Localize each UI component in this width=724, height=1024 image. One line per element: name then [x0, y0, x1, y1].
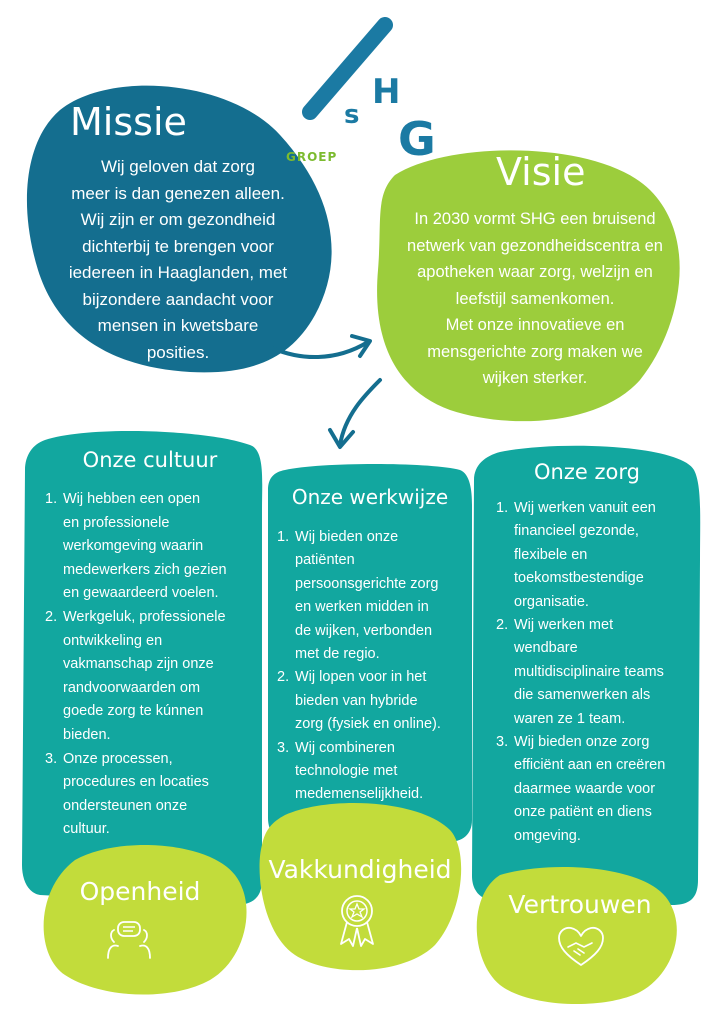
missie-line: Wij geloven dat zorg — [100, 157, 256, 176]
item-line: Werkgeluk, professionele — [63, 608, 226, 625]
item-line: Wij hebben een open — [63, 491, 201, 507]
visie-title: Visie — [496, 150, 586, 194]
item-line: financieel gezonde, — [514, 523, 639, 540]
item-line: Wij combineren — [295, 739, 395, 756]
item-line: Onze processen, — [63, 750, 173, 767]
visie-line: In 2030 vormt SHG een bruisend — [414, 210, 656, 228]
logo-letter-h: H — [372, 72, 401, 112]
item-line: onze patiënt en diens — [514, 804, 652, 821]
item-number: 2. — [45, 608, 58, 625]
item-line: en gewaardeerd voelen. — [63, 585, 219, 602]
item-number: 2. — [496, 617, 509, 634]
visie-line: mensgerichte zorg maken we — [427, 342, 643, 361]
item-line: werkomgeving waarin — [63, 538, 204, 555]
item-line: toekomstbestendige — [514, 570, 644, 587]
item-line: medemenselijkheid. — [295, 786, 424, 803]
item-line: technologie met — [295, 763, 398, 780]
value-vakkundigheid: Vakkundigheid — [268, 855, 452, 884]
visie-text — [385, 206, 685, 392]
zorg-item-1 — [496, 497, 696, 614]
logo-groep: GROEP — [286, 150, 338, 164]
item-line: procedures en locaties — [63, 774, 209, 791]
item-number: 3. — [277, 739, 290, 756]
item-number: 3. — [496, 734, 509, 751]
cultuur-item-1 — [45, 488, 260, 606]
missie-line: meer is dan genezen alleen. — [71, 183, 285, 203]
werkwijze-list — [277, 526, 472, 807]
item-line: waren ze 1 team. — [514, 710, 626, 727]
chat-people-icon — [104, 914, 154, 960]
item-line: bieden. — [63, 726, 111, 743]
item-number: 1. — [277, 529, 290, 545]
item-number: 2. — [277, 669, 290, 686]
item-line: met de regio. — [295, 646, 380, 663]
cultuur-item-3 — [45, 748, 260, 842]
item-line: de wijken, verbonden — [295, 622, 433, 639]
cultuur-list — [45, 488, 260, 842]
item-line: randvoorwaarden om — [63, 679, 201, 696]
item-line: die samenwerken als — [514, 687, 651, 704]
visie-line: netwerk van gezondheidscentra en — [407, 236, 663, 255]
cultuur-item-2 — [45, 606, 260, 748]
item-number: 3. — [45, 750, 58, 767]
werkwijze-item-2 — [277, 666, 472, 736]
item-number: 1. — [45, 491, 58, 507]
item-line: ondersteunen onze — [63, 797, 188, 814]
value-openheid: Openheid — [79, 877, 201, 906]
item-line: patiënten — [295, 552, 355, 569]
item-line: cultuur. — [63, 821, 110, 838]
item-line: goede zorg te kúnnen — [63, 703, 204, 720]
werkwijze-item-1 — [277, 526, 472, 666]
item-line: wendbare — [514, 640, 578, 657]
item-line: persoonsgerichte zorg — [295, 575, 439, 592]
item-line: efficiënt aan en creëren — [514, 757, 666, 774]
item-line: Wij lopen voor in het — [295, 669, 427, 686]
missie-line: Wij zijn er om gezondheid — [80, 210, 276, 229]
visie-line: wijken sterker. — [482, 369, 588, 387]
item-line: vakmanschap zijn onze — [63, 656, 214, 673]
missie-title: Missie — [70, 100, 187, 144]
missie-line: iedereen in Haaglanden, met — [68, 263, 288, 282]
missie-line: mensen in kwetsbare — [97, 316, 259, 335]
heart-handshake-icon — [556, 925, 606, 969]
logo-letter-g: G — [398, 112, 436, 166]
missie-line: bijzondere aandacht voor — [82, 289, 274, 309]
item-line: Wij bieden onze — [295, 529, 399, 545]
item-line: flexibele en — [514, 546, 588, 563]
missie-text — [28, 154, 328, 366]
zorg-title: Onze zorg — [534, 460, 640, 484]
zorg-item-3 — [496, 731, 696, 848]
item-line: daarmee waarde voor — [514, 780, 656, 797]
logo-letter-s: s — [344, 100, 360, 130]
value-vertrouwen: Vertrouwen — [508, 890, 652, 919]
item-line: ontwikkeling en — [63, 632, 163, 649]
visie-line: apotheken waar zorg, welzijn en — [417, 263, 653, 281]
item-number: 1. — [496, 500, 509, 516]
visie-line: leefstijl samenkomen. — [455, 289, 615, 308]
item-line: en werken midden in — [295, 599, 429, 616]
item-line: zorg (fysiek en online). — [295, 716, 441, 733]
item-line: medewerkers zich gezien — [63, 561, 227, 578]
werkwijze-item-3 — [277, 737, 472, 807]
visie-line: Met onze innovatieve en — [445, 316, 625, 334]
item-line: organisatie. — [514, 593, 589, 610]
zorg-item-2 — [496, 614, 696, 731]
item-line: Wij werken met — [514, 617, 614, 634]
cultuur-title: Onze cultuur — [82, 448, 218, 472]
missie-line: posities. — [146, 342, 210, 362]
zorg-list — [496, 497, 696, 848]
item-line: bieden van hybride — [295, 692, 418, 709]
item-line: Wij werken vanuit een — [514, 500, 656, 516]
item-line: omgeving. — [514, 827, 581, 844]
werkwijze-title: Onze werkwijze — [291, 485, 449, 509]
arrow-visie-down — [340, 380, 380, 445]
item-line: Wij bieden onze zorg — [514, 734, 650, 751]
item-line: en professionele — [63, 514, 170, 531]
item-line: multidisciplinaire teams — [514, 663, 664, 680]
missie-line: dichterbij te brengen voor — [82, 236, 274, 256]
award-medal-icon — [335, 892, 379, 948]
